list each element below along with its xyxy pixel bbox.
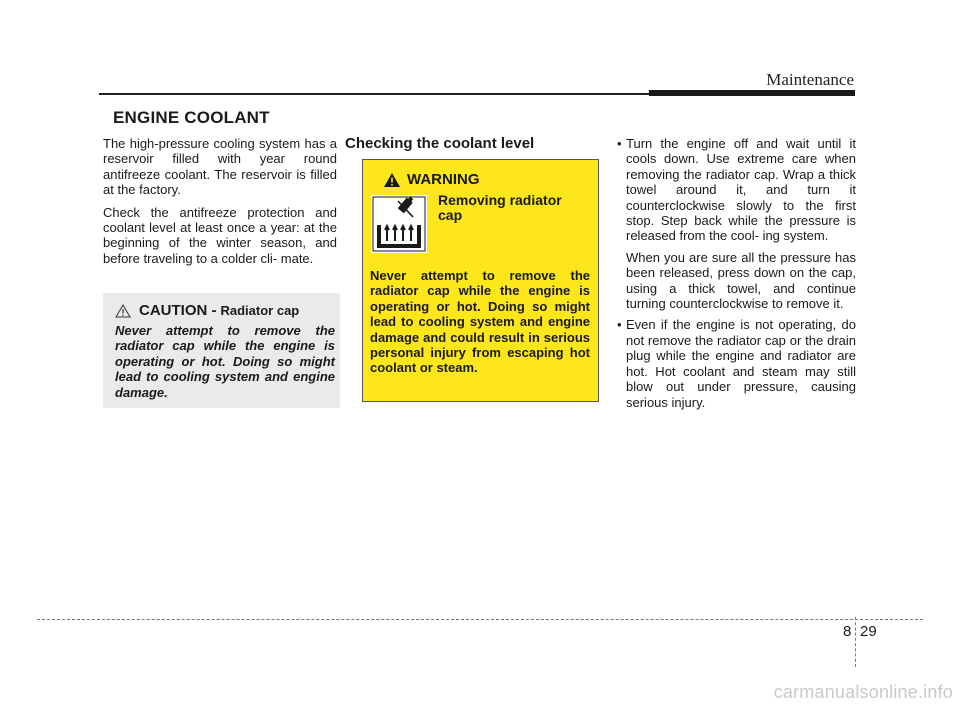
paragraph: Check the antifreeze protection and coolant level at least once a year: at the beginning of the winter season, and before traveling to a colder cli- mate. (103, 204, 337, 266)
caution-header (115, 302, 299, 319)
warning-text: Never attempt to remove the radiator cap while the engine is operating or hot. Doing so might lead to cooling system and engine damage and could result in serious personal injury from escaping hot coolant or steam. (370, 268, 590, 376)
left-column (103, 136, 337, 273)
bullet-marker: • (617, 317, 622, 333)
caution-triangle-icon (115, 304, 131, 318)
caution-box (103, 293, 340, 408)
warning-header (383, 171, 480, 188)
radiator-cap-hot-icon (371, 195, 427, 253)
subsection-title: Checking the coolant level (345, 135, 535, 152)
header-title: Maintenance (766, 70, 854, 89)
caution-subject: Radiator cap (220, 303, 300, 318)
paragraph: The high-pressure cooling system has a reservoir filled with year round antifreeze coolant. The reservoir is filled at the factory. (103, 136, 337, 198)
watermark: carmanualsonline.info (773, 682, 953, 702)
caution-label: CAUTION - (139, 302, 217, 319)
list-item (608, 317, 856, 409)
list-item-continuation: When you are sure all the pressure has been released, press down on the cap, using a thick towel, and continue turning counterclockwise to remove it. (626, 249, 856, 312)
list-item-text: Turn the engine off and wait until it cools down. Use extreme care when removing the radiator cap. Wrap a thick towel around it, and turn it counterclockwise slowly to the first stop. Step back while the pressure is released from the cool- ing system. (626, 136, 856, 244)
warning-subtitle: Removing radiator cap (438, 192, 562, 223)
page-number: 29 (860, 623, 877, 640)
section-title: ENGINE COOLANT (113, 108, 270, 127)
warning-label: WARNING (407, 171, 480, 188)
header-bar (649, 90, 855, 96)
list-item-text: Even if the engine is not operating, do not remove the radiator cap or the drain plug while the engine and radiator are hot. Hot coolant and steam may still blow out under pressure, causing serious injury. (626, 317, 856, 410)
list-item (608, 136, 856, 244)
warning-box (362, 159, 599, 402)
page-divider (855, 617, 856, 667)
section-number: 8 (843, 623, 852, 640)
bullet-marker: • (617, 136, 622, 151)
header-rule (99, 93, 649, 95)
right-column (608, 136, 856, 416)
warning-triangle-icon (383, 172, 401, 188)
footer-rule (37, 619, 923, 620)
caution-text: Never attempt to remove the radiator cap while the engine is operating or hot. Doing so might lead to cooling system and engine damage. (115, 323, 335, 400)
